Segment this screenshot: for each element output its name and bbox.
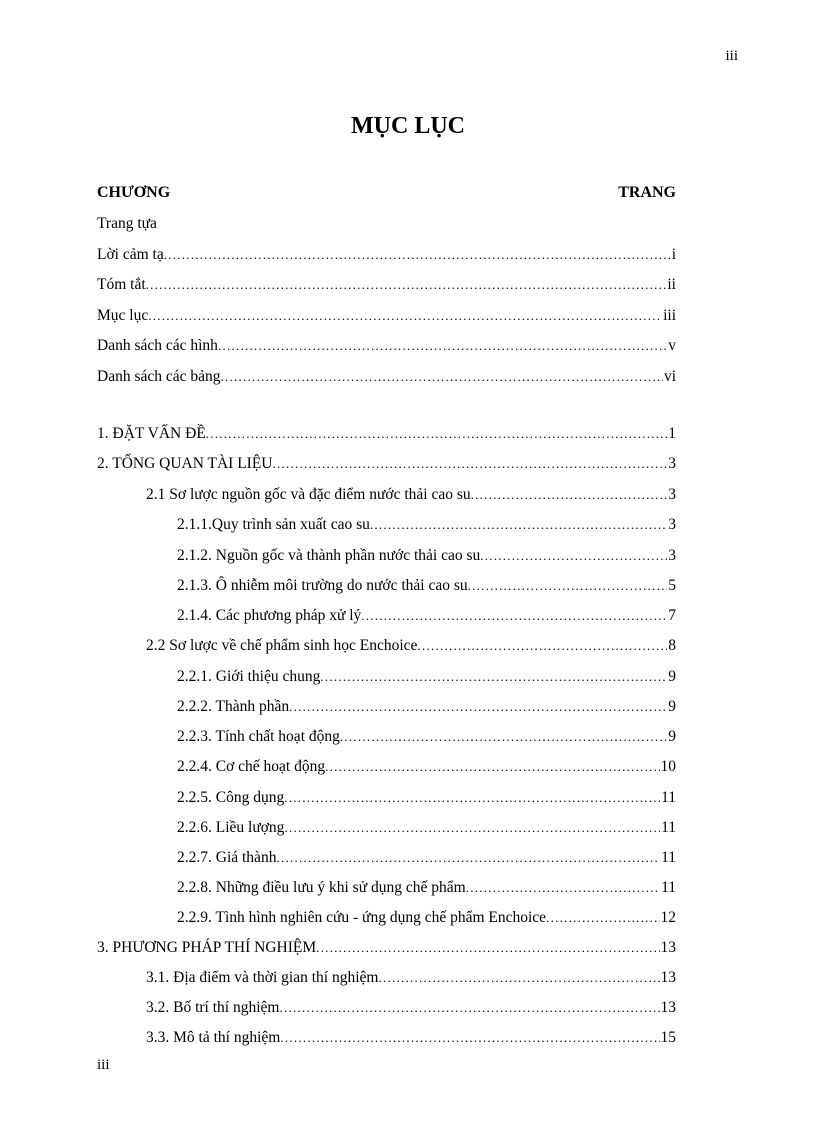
toc-entry-subsection[interactable] (177, 755, 676, 779)
leader-dots (279, 996, 659, 1020)
header-page-label: TRANG (618, 184, 676, 201)
toc-entry-section[interactable] (146, 1026, 676, 1050)
page-title: MỤC LỤC (351, 113, 465, 139)
toc-entry-subsection[interactable] (177, 876, 676, 900)
toc-entry-label: 2.1 Sơ lược nguồn gốc và đặc điểm nước thải cao su (146, 486, 471, 503)
toc-entry-subsection[interactable] (177, 725, 676, 749)
leader-dots (480, 544, 667, 568)
leader-dots (320, 665, 667, 689)
page-number-bottom: iii (97, 1057, 110, 1073)
toc-entry-page: 3 (668, 547, 676, 564)
toc-entry-page: 13 (660, 939, 676, 956)
leader-dots (546, 906, 659, 930)
toc-entry-page: 15 (660, 1029, 676, 1046)
leader-dots (206, 422, 667, 446)
toc-entry-page: ii (667, 276, 676, 293)
toc-entry-label: 2.2.9. Tình hình nghiên cứu - ứng dụng chế phẩm Enchoice (177, 909, 547, 926)
toc-entry-label: 1. ĐẶT VẤN ĐỀ (97, 425, 206, 442)
toc-entry-label: 2.2 Sơ lược về chế phẩm sinh học Enchoice (146, 637, 418, 654)
toc-entry-subsection[interactable] (177, 665, 676, 689)
leader-dots (284, 786, 660, 810)
toc-entry-label: 2.2.5. Công dụng (177, 789, 285, 806)
toc-entry-subsection[interactable] (177, 816, 676, 840)
leader-dots (221, 365, 663, 389)
toc-entry-page: 11 (661, 789, 676, 806)
toc-entry-label: Tóm tắt (97, 276, 146, 293)
toc-entry-chapter[interactable] (97, 422, 676, 446)
leader-dots (284, 816, 660, 840)
toc-entry-label: 3. PHƯƠNG PHÁP THÍ NGHIỆM (97, 939, 317, 956)
toc-entry-chapter[interactable] (97, 936, 676, 960)
toc-entry-page: 11 (661, 819, 676, 836)
leader-dots (273, 452, 668, 476)
toc-entry-label: 2.2.1. Giới thiệu chung (177, 668, 321, 685)
toc-entry-page: 5 (668, 577, 676, 594)
toc-entry-front[interactable] (97, 304, 676, 328)
toc-entry-subsection[interactable] (177, 695, 676, 719)
toc-entry-label: 3.2. Bố trí thí nghiệm (146, 999, 280, 1016)
page-number-top: iii (725, 48, 738, 64)
toc-entry-subsection[interactable] (177, 846, 676, 870)
toc-entry-section[interactable] (146, 996, 676, 1020)
toc-entry-label: 2.2.2. Thành phần (177, 698, 290, 715)
toc-entry-front[interactable] (97, 365, 676, 389)
leader-dots (370, 513, 667, 537)
leader-dots (148, 304, 662, 328)
toc-title-page: Trang tựa (97, 215, 157, 232)
toc-entry-front[interactable] (97, 273, 676, 297)
toc-entry-front[interactable] (97, 334, 676, 358)
toc-entry-label: Danh sách các hình (97, 337, 218, 354)
leader-dots (471, 483, 668, 507)
toc-entry-front[interactable] (97, 243, 676, 267)
toc-entry-page: 8 (668, 637, 676, 654)
toc-entry-label: Mục lục (97, 307, 149, 324)
toc-entry-page: iii (663, 307, 676, 324)
leader-dots (361, 604, 667, 628)
toc-entry-label: 2.1.4. Các phương pháp xử lý (177, 607, 362, 624)
leader-dots (417, 634, 667, 658)
toc-entry-subsection[interactable] (177, 906, 676, 930)
leader-dots (378, 966, 659, 990)
toc-entry-page: 13 (660, 999, 676, 1016)
toc-entry-label: 3.3. Mô tả thí nghiệm (146, 1029, 281, 1046)
leader-dots (164, 243, 671, 267)
toc-entry-label: 2.2.8. Những điều lưu ý khi sử dụng chế phẩm (177, 879, 466, 896)
toc-entry-subsection[interactable] (177, 574, 676, 598)
leader-dots (146, 273, 667, 297)
toc-entry-label: 2.2.6. Liều lượng (177, 819, 285, 836)
toc-entry-page: 12 (660, 909, 676, 926)
toc-entry-page: 11 (661, 879, 676, 896)
leader-dots (218, 334, 667, 358)
toc-entry-label: Danh sách các bảng (97, 368, 221, 385)
toc-entry-subsection[interactable] (177, 544, 676, 568)
toc-entry-page: i (671, 246, 676, 263)
leader-dots (316, 936, 659, 960)
leader-dots (289, 695, 667, 719)
toc-entry-chapter[interactable] (97, 452, 676, 476)
leader-dots (340, 725, 667, 749)
toc-entry-label: 2.1.2. Nguồn gốc và thành phần nước thải cao su (177, 547, 481, 564)
toc-entry-page: 3 (668, 455, 676, 472)
toc-entry-section[interactable] (146, 966, 676, 990)
toc-entry-page: 7 (668, 607, 676, 624)
toc-entry-page: 13 (660, 969, 676, 986)
toc-entry-label: 2.2.3. Tính chất hoạt động (177, 728, 340, 745)
leader-dots (276, 846, 660, 870)
leader-dots (466, 876, 660, 900)
toc-entry-page: 11 (661, 849, 676, 866)
toc-entry-section[interactable] (146, 634, 676, 658)
leader-dots (468, 574, 668, 598)
toc-entry-label: 2.1.1.Quy trình sản xuất cao su (177, 516, 370, 533)
leader-dots (325, 755, 659, 779)
toc-entry-page: 9 (668, 668, 676, 685)
toc-entry-page: 9 (668, 728, 676, 745)
toc-entry-subsection[interactable] (177, 513, 676, 537)
toc-entry-page: 9 (668, 698, 676, 715)
toc-entry-page: 10 (660, 758, 676, 775)
toc-entry-page: vi (663, 368, 676, 385)
toc-entry-subsection[interactable] (177, 786, 676, 810)
toc-header (97, 184, 676, 208)
toc-entry-subsection[interactable] (177, 604, 676, 628)
header-chapter-label: CHƯƠNG (97, 184, 171, 201)
toc-entry-label: 3.1. Địa điểm và thời gian thí nghiệm (146, 969, 379, 986)
toc-entry-page: 1 (668, 425, 676, 442)
toc-entry-label: Lời cảm tạ (97, 246, 164, 263)
toc-entry-label: 2.2.4. Cơ chế hoạt động (177, 758, 326, 775)
toc-entry-page: 3 (668, 486, 676, 503)
toc-entry-label: 2.1.3. Ô nhiễm môi trường do nước thải cao su (177, 577, 468, 594)
toc-entry-page: 3 (668, 516, 676, 533)
toc-entry-page: v (668, 337, 676, 354)
toc-entry-section[interactable] (146, 483, 676, 507)
toc-entry-label: 2. TỔNG QUAN TÀI LIỆU (97, 455, 273, 472)
leader-dots (280, 1026, 659, 1050)
toc-entry-label: 2.2.7. Giá thành (177, 849, 277, 866)
